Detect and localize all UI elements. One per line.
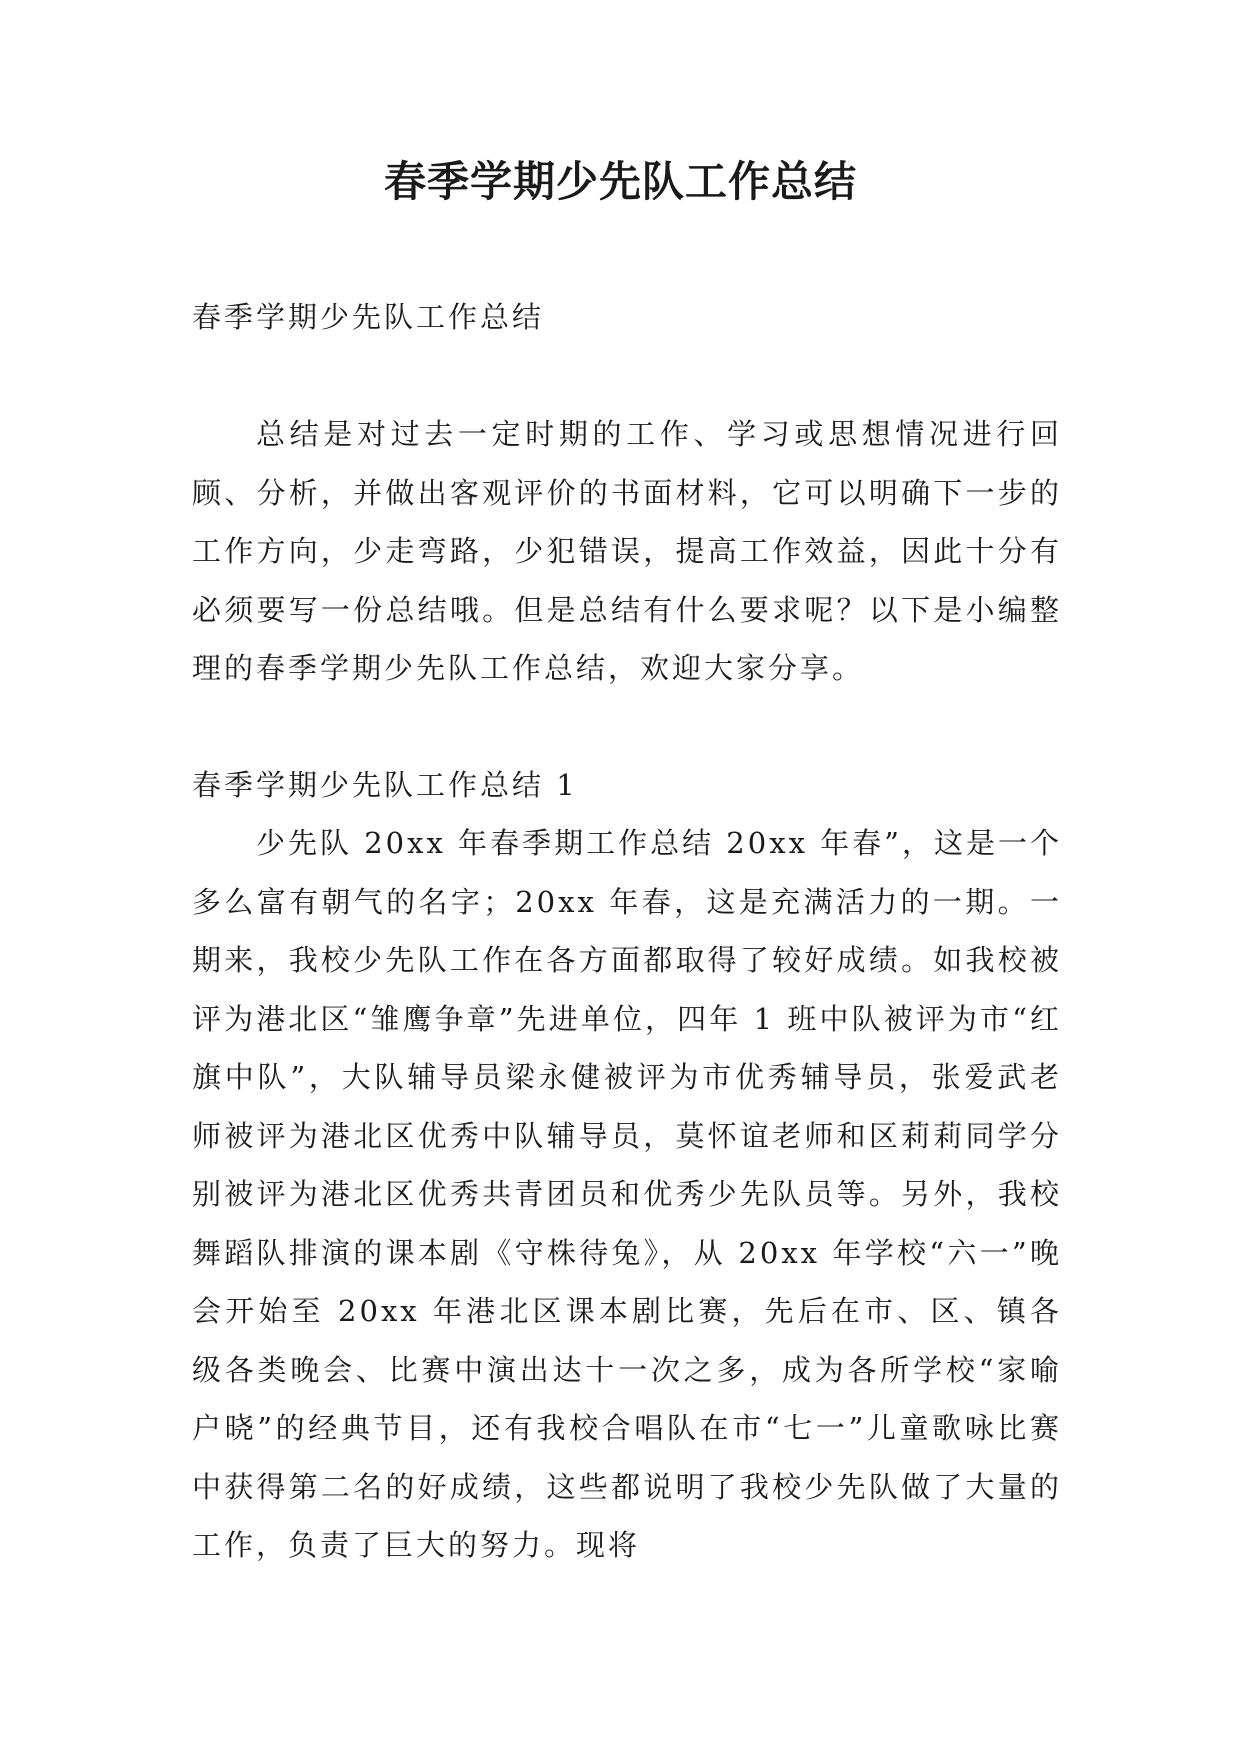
document-subtitle: 春季学期少先队工作总结 (192, 300, 545, 334)
section-paragraph: 少先队 20xx 年春季期工作总结 20xx 年春”，这是一个多么富有朝气的名字；20xx 年春，这是充满活力的一期。一期来，我校少先队工作在各方面都取得了较好成绩。如我校被评为港北区“雏鹰争章”先进单位，四年 1 班中队被评为市“红旗中队”，大队辅导员梁永健被评为市优秀辅导员，张爱武老师被评为港北区优秀中队辅导员，莫怀谊老师和区莉莉同学分别被评为港北区优秀共青团员和优秀少先队员等。另外，我校舞蹈队排演的课本剧《守株待兔》，从 20xx 年学校“六一”晚会开始至 20xx 年港北区课本剧比赛，先后在市、区、镇各级各类晚会、比赛中演出达十一次之多，成为各所学校“家喻户晓”的经典节目，还有我校合唱队在市“七一”儿童歌咏比赛中获得第二名的好成绩，这些都说明了我校少先队做了大量的工作，负责了巨大的努力。现将 (192, 826, 1062, 1562)
intro-paragraph: 总结是对过去一定时期的工作、学习或思想情况进行回顾、分析，并做出客观评价的书面材料，它可以明确下一步的工作方向，少走弯路，少犯错误，提高工作效益，因此十分有必须要写一份总结哦。但是总结有什么要求呢？以下是小编整理的春季学期少先队工作总结，欢迎大家分享。 (192, 417, 1062, 685)
section-heading: 春季学期少先队工作总结 1 (192, 768, 578, 802)
document-title: 春季学期少先队工作总结 (383, 157, 857, 206)
